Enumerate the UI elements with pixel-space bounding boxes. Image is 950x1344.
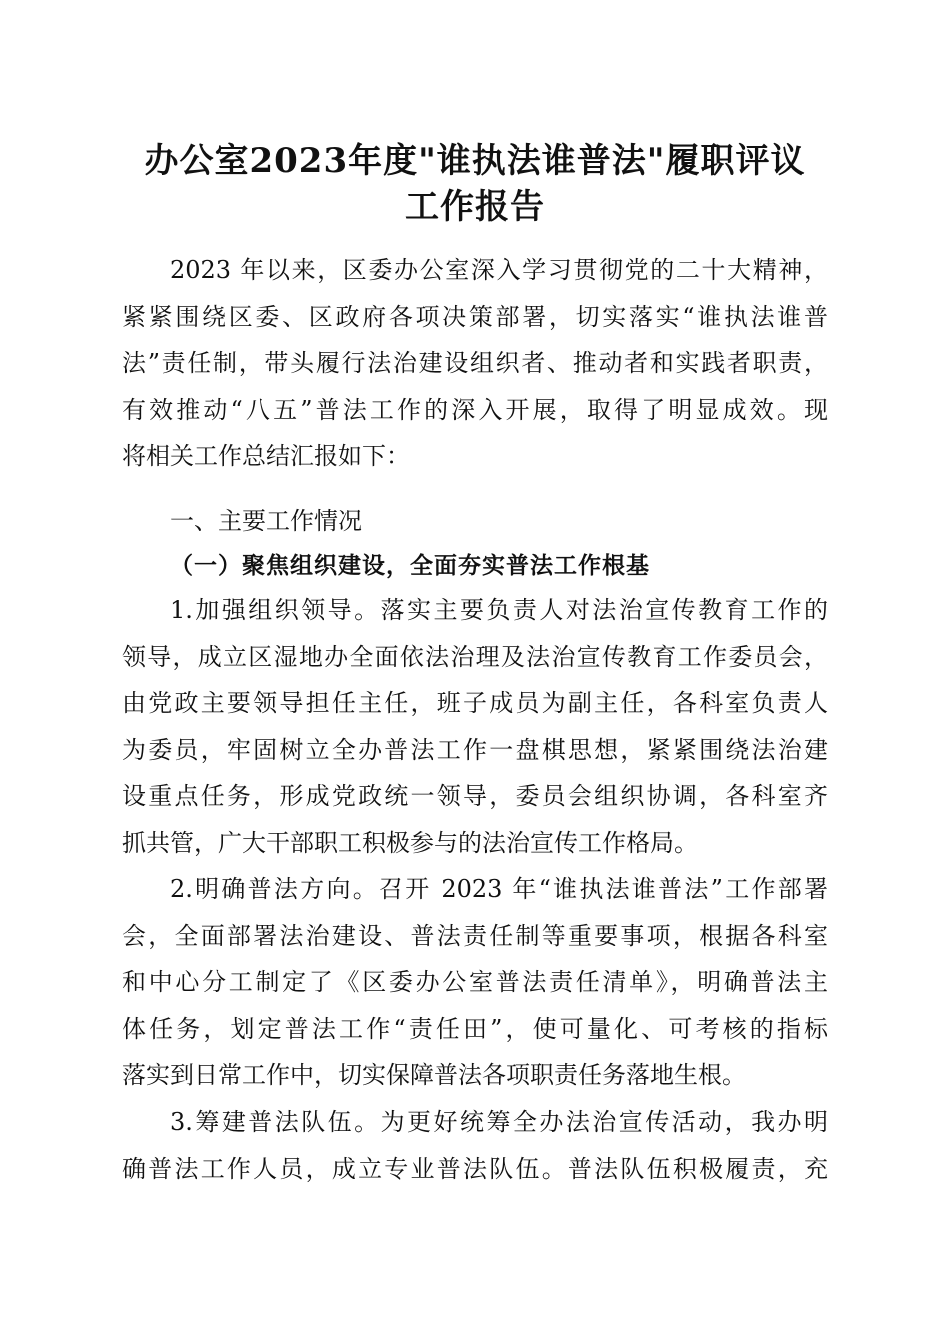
section-heading: 一、主要工作情况 bbox=[170, 507, 362, 535]
item-2-line: 体任务，划定普法工作“责任田”，使可量化、可考核的指标 bbox=[122, 1014, 828, 1043]
item-2-line: 2.明确普法方向。召开 2023 年“谁执法谁普法”工作部署 bbox=[170, 875, 828, 903]
item-1-paragraph bbox=[122, 587, 828, 866]
item-1-line: 1.加强组织领导。落实主要负责人对法治宣传教育工作的 bbox=[170, 596, 828, 624]
item-1-line: 领导，成立区湿地办全面依法治理及法治宣传教育工作委员会， bbox=[122, 642, 828, 671]
intro-line: 将相关工作总结汇报如下： bbox=[122, 442, 410, 470]
item-2-line: 会，全面部署法治建设、普法责任制等重要事项，根据各科室 bbox=[122, 921, 828, 950]
item-3-line: 确普法工作人员，成立专业普法队伍。普法队伍积极履责，充 bbox=[122, 1154, 828, 1183]
intro-line: 法”责任制，带头履行法治建设组织者、推动者和实践者职责， bbox=[122, 349, 828, 377]
item-1-line: 抓共管，广大干部职工积极参与的法治宣传工作格局。 bbox=[122, 828, 698, 857]
document-title-line-2: 工作报告 bbox=[405, 187, 545, 227]
item-1-line: 由党政主要领导担任主任，班子成员为副主任，各科室负责人 bbox=[122, 689, 828, 717]
intro-line: 2023 年以来，区委办公室深入学习贯彻党的二十大精神， bbox=[170, 256, 828, 284]
intro-line: 紧紧围绕区委、区政府各项决策部署，切实落实“谁执法谁普 bbox=[122, 302, 828, 331]
item-2-paragraph bbox=[122, 866, 828, 1099]
item-3-paragraph bbox=[122, 1099, 828, 1192]
intro-paragraph bbox=[122, 247, 828, 480]
item-1-line: 为委员，牢固树立全办普法工作一盘棋思想，紧紧围绕法治建 bbox=[122, 735, 828, 764]
document-title-line-1: 办公室2023年度"谁执法谁普法"履职评议 bbox=[144, 141, 806, 181]
item-1-line: 设重点任务，形成党政统一领导，委员会组织协调，各科室齐 bbox=[122, 782, 828, 810]
intro-line: 有效推动“八五”普法工作的深入开展，取得了明显成效。现 bbox=[122, 395, 828, 424]
item-3-line: 3.筹建普法队伍。为更好统筹全办法治宣传活动，我办明 bbox=[170, 1108, 828, 1136]
subsection-heading: （一）聚焦组织建设，全面夯实普法工作根基 bbox=[170, 552, 650, 579]
item-2-line: 和中心分工制定了《区委办公室普法责任清单》，明确普法主 bbox=[122, 968, 828, 996]
item-2-line: 落实到日常工作中，切实保障普法各项职责任务落地生根。 bbox=[122, 1061, 746, 1089]
